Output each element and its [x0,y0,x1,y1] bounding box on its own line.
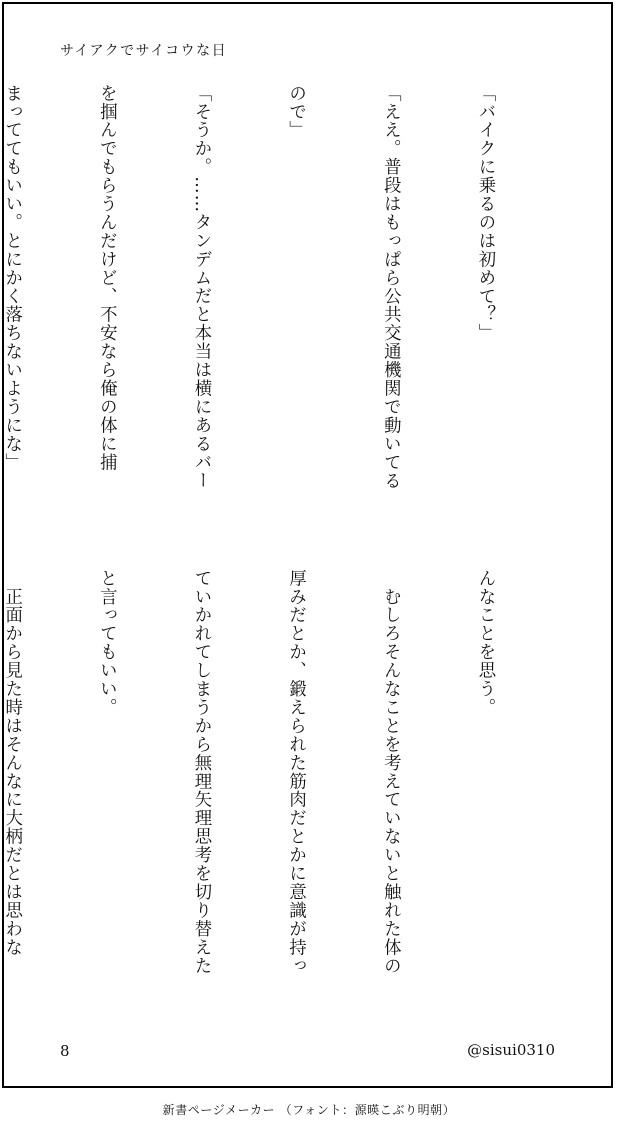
text-line: を掴んでもらうんだけど、不安なら俺の体に捕 [96,84,117,472]
text-line: ので」 [285,84,306,140]
text-line: んなことを思う。 [474,569,495,717]
text-line: 「バイクに乗るのは初めて？」 [474,84,495,343]
running-head: サイアクでサイコウな日 [60,43,228,59]
text-line: 「そうか。……タンデムだと本当は横にあるバー [190,84,211,490]
text-line: ていかれてしまうから無理矢理思考を切り替えた [190,569,211,975]
text-line: と言ってもいい。 [96,569,117,717]
text-line: 正面から見た時はそんなに大柄だとは思わな [1,569,22,957]
footer-credit: 新書ページメーカー （フォント：源暎こぶり明朝） [162,1103,456,1117]
text-line: 「ええ。普段はもっぱら公共交通機関で動いてる [380,84,401,490]
text-line: まっててもいい。とにかく落ちないようにな」 [1,84,22,472]
text-line: 厚みだとか、鍛えられた筋肉だとかに意識が持っ [285,569,306,975]
upper-text-block [1,84,563,539]
lower-text-block [1,569,563,1009]
page-frame [2,2,613,1088]
author-handle: @sisui0310 [467,1041,555,1059]
page-number: 8 [60,1042,70,1060]
text-line: むしろそんなことを考えていないと触れた体の [380,569,401,975]
